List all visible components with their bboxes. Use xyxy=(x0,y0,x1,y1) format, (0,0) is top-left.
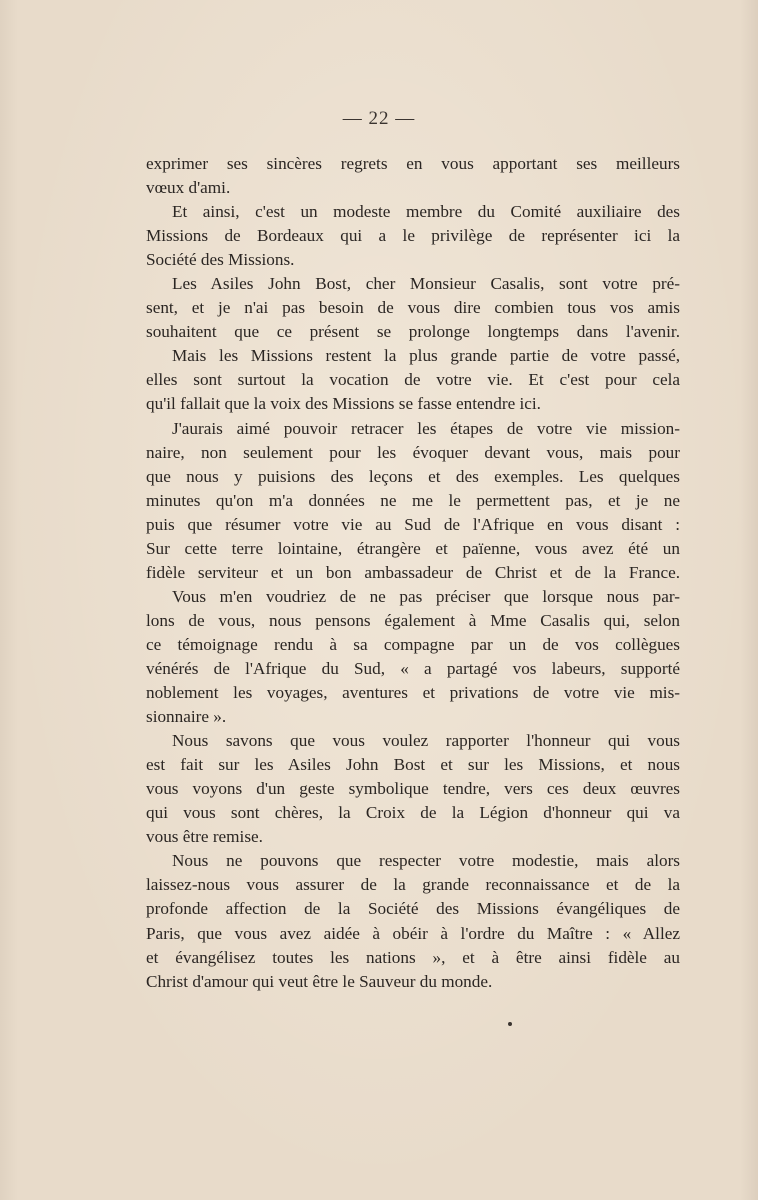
text-line: que nous y puisions des leçons et des exemples. Les quelques xyxy=(146,466,680,486)
text-line: Vous m'en voudriez de ne pas préciser que lorsque nous par- xyxy=(172,586,680,606)
text-line: laissez-nous vous assurer de la grande reconnaissance et de la xyxy=(146,875,680,895)
text-line: J'aurais aimé pouvoir retracer les étapes de votre vie mission- xyxy=(172,418,680,438)
text-line: profonde affection de la Société des Missions évangéliques de xyxy=(146,899,680,919)
page-number: — 22 — xyxy=(342,108,416,129)
text-line: fidèle serviteur et un bon ambassadeur de Christ et de la France. xyxy=(146,562,680,582)
text-line: est fait sur les Asiles John Bost et sur les Missions, et nous xyxy=(146,755,680,775)
text-line: Sur cette terre lointaine, étrangère et païenne, vous avez été un xyxy=(146,538,680,558)
text-line: vœux d'ami. xyxy=(146,178,231,198)
text-line: minutes qu'on m'a données ne me le permettent pas, et je ne xyxy=(146,490,680,510)
body-text xyxy=(146,152,680,994)
text-line: Nous savons que vous voulez rapporter l'honneur qui vous xyxy=(172,731,680,751)
text-line: noblement les voyages, aventures et privations de votre vie mis- xyxy=(146,683,680,703)
text-line: sent, et je n'ai pas besoin de vous dire combien tous vos amis xyxy=(146,298,680,318)
text-line: sionnaire ». xyxy=(146,707,227,727)
text-line: lons de vous, nous pensons également à Mme Casalis qui, selon xyxy=(146,610,680,630)
text-line: Société des Missions. xyxy=(146,250,295,270)
text-line: Mais les Missions restent la plus grande partie de votre passé, xyxy=(172,346,680,366)
text-line: Christ d'amour qui veut être le Sauveur du monde. xyxy=(146,971,493,991)
text-line: souhaitent que ce présent se prolonge longtemps dans l'avenir. xyxy=(146,322,680,342)
text-line: Les Asiles John Bost, cher Monsieur Casalis, sont votre pré- xyxy=(172,274,680,294)
text-line: Paris, que vous avez aidée à obéir à l'ordre du Maître : « Allez xyxy=(146,923,680,943)
text-line: exprimer ses sincères regrets en vous apportant ses meilleurs xyxy=(146,154,680,173)
text-line: qu'il fallait que la voix des Missions se fasse entendre ici. xyxy=(146,394,541,414)
text-line: vous voyons d'un geste symbolique tendre, vers ces deux œuvres xyxy=(146,779,680,799)
ink-dot xyxy=(508,1022,512,1026)
text-line: Missions de Bordeaux qui a le privilège de représenter ici la xyxy=(146,226,680,246)
text-line: et évangélisez toutes les nations », et à être ainsi fidèle au xyxy=(146,947,680,967)
text-line: elles sont surtout la vocation de votre vie. Et c'est pour cela xyxy=(146,370,680,390)
text-line: vous être remise. xyxy=(146,827,263,847)
text-line: Nous ne pouvons que respecter votre modestie, mais alors xyxy=(172,851,680,871)
text-line: vénérés de l'Afrique du Sud, « a partagé vos labeurs, supporté xyxy=(146,658,680,678)
text-line: naire, non seulement pour les évoquer devant vous, mais pour xyxy=(146,442,680,462)
text-line: ce témoignage rendu à sa compagne par un de vos collègues xyxy=(146,634,680,654)
text-line: Et ainsi, c'est un modeste membre du Comité auxiliaire des xyxy=(172,202,680,222)
text-line: qui vous sont chères, la Croix de la Légion d'honneur qui va xyxy=(146,803,680,823)
text-line: puis que résumer votre vie au Sud de l'Afrique en vous disant : xyxy=(146,514,680,534)
